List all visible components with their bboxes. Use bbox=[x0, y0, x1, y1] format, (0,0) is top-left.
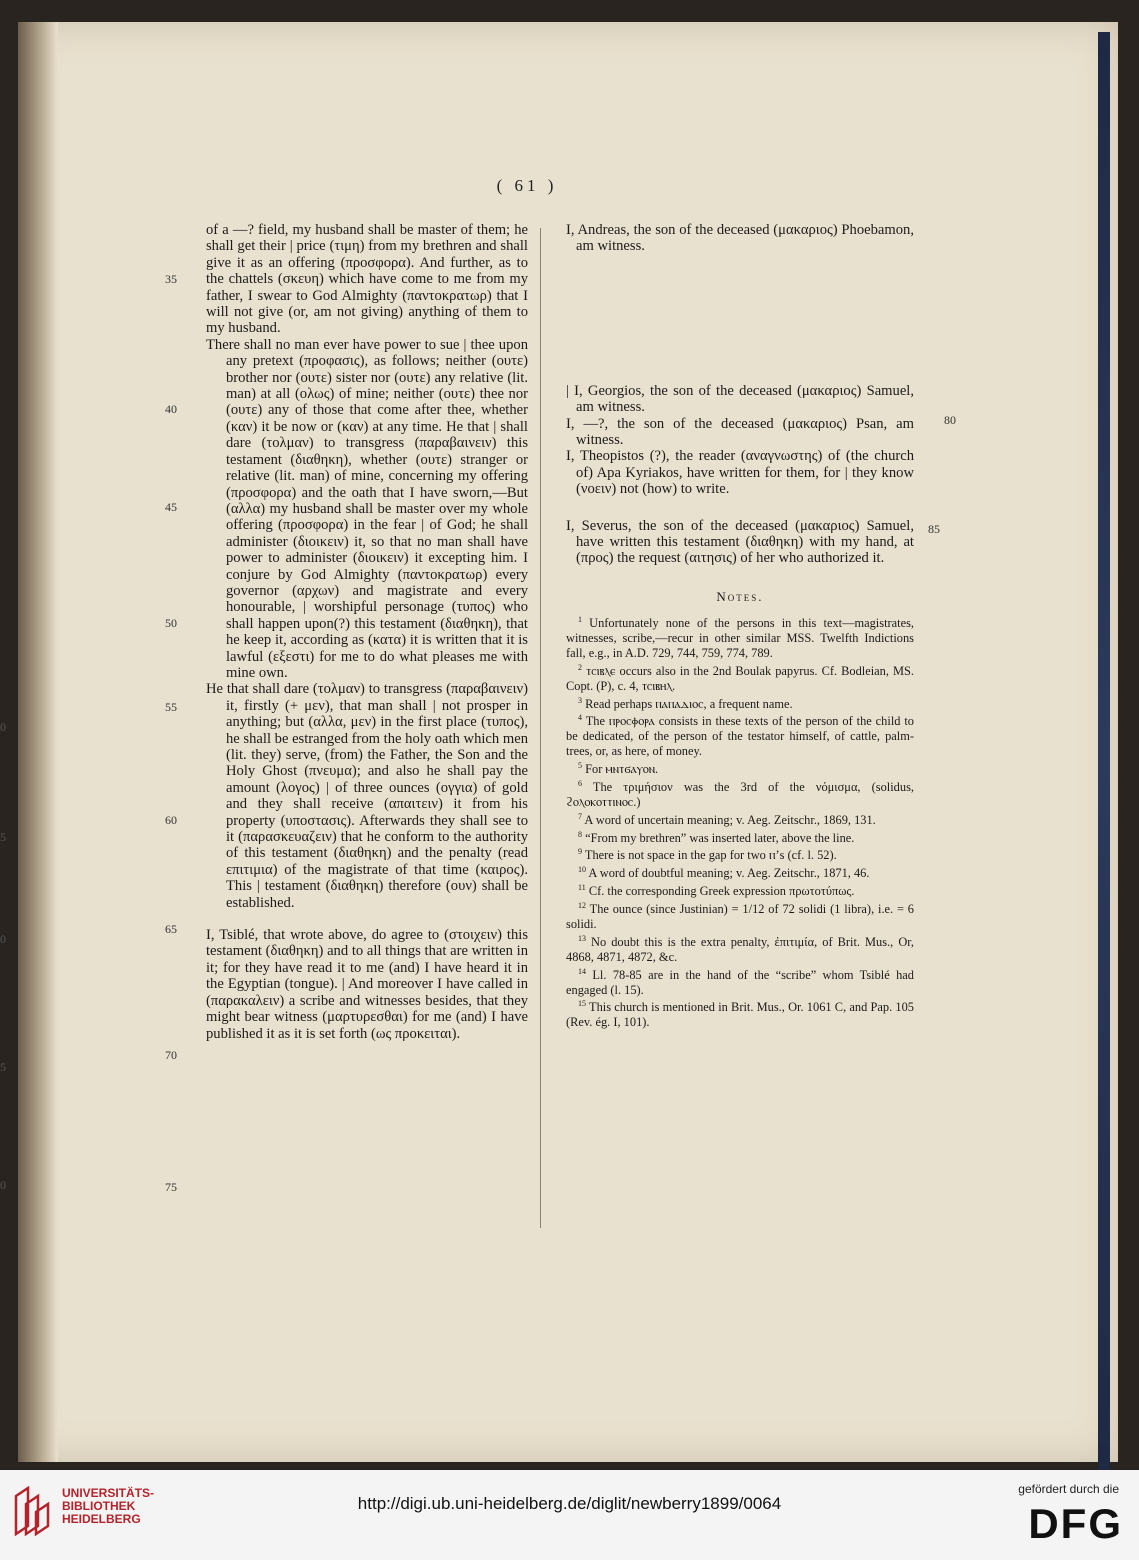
note-12: $^{12}$ The ounce (since Justinian) = 1/12 of 72 solidi (1 libra), i.e. = 6 solidi. bbox=[566, 901, 915, 932]
line-number: 75 bbox=[165, 1180, 177, 1194]
margin-number: 5 bbox=[0, 1060, 6, 1074]
left-column bbox=[206, 222, 528, 1042]
paragraph-transgress: He that shall dare (τολμαν) to transgress (παραβαινειν) it, firstly (+ μεν), that man shall | not prosper in anything; but (αλλα, μεν) in the first place (τυπος), he shall be estranged from the holy oath which men (lit. they) serve, (from) the Father, the Son and the Holy Ghost (πνευμα); and also he shall pay the amount (λογος) | of three ounces (ογγια) of gold and they shall receive (απαιτειν) it from his property (υποστασις). Afterwards they shall see to it (παρασκευαζειν) that he conform to the authority of this testament (διαθηκη) and the penalty (read επιτιμια) of the magistrate of that time (καιρος). This | testament (διαθηκη) therefore (ουν) shall be established. bbox=[206, 681, 528, 911]
note-11: $^{11}$ Cf. the corresponding Greek expression πρωτοτύπως. bbox=[578, 883, 855, 899]
dfg-logo: DFG bbox=[1028, 1500, 1123, 1547]
paragraph-tsible: I, Tsiblé, that wrote above, do agree to (στοιχειν) this testament (διαθηκη) and to all things that are written in it; for they have read it to me (and) I have heard it in the Egyptian (tongue). | And moreover I have called in (παρακαλειν) a scribe and witnesses besides, that they might bear witness (μαρτυρεσθαι) for me (and) I have published it as it is set forth (ως προκειται). bbox=[206, 927, 528, 1042]
book-spine bbox=[18, 22, 58, 1462]
notes-heading: Notes. bbox=[716, 588, 764, 604]
right-column bbox=[566, 222, 914, 1030]
note-2: $^2$ ⲧⲥⲓⲃⲗⲉ occurs also in the 2nd Boulak papyrus. Cf. Bodleian, MS. Copt. (P), c. 4, ⲧⲥⲓⲃⲏⲗ. bbox=[566, 662, 914, 693]
notes-list bbox=[566, 613, 914, 1030]
margin-number: 0 bbox=[0, 1178, 6, 1192]
note-10: $^{10}$ A word of doubtful meaning; v. Aeg. Zeitschr., 1871, 46. bbox=[578, 865, 870, 881]
witness-andreas: I, Andreas, the son of the deceased (μακαριος) Phoebamon, am witness. bbox=[566, 222, 914, 255]
paragraph-offering: of a —? field, my husband shall be master of them; he shall get their | price (τιμη) from my brethren and shall give it as an offering (προσφορα). And further, as to the chattels (σκευη) which have come to me from my father, I swear to God Almighty (παντοκρατωρ) that I will not give (or, am not giving) anything of them to my husband. bbox=[206, 222, 528, 337]
note-9: $^9$ There is not space in the gap for two ⲡ’s (cf. l. 52). bbox=[578, 847, 837, 863]
margin-number: 5 bbox=[0, 830, 6, 844]
line-number: 65 bbox=[165, 922, 177, 936]
note-1: $^1$ Unfortunately none of the persons in this text—magistrates, witnesses, scribe,—recur in other similar MSS. Twelfth Indictions fall, e.g., in A.D. 729, 744, 759, 774, 789. bbox=[566, 615, 914, 660]
line-number: 50 bbox=[165, 616, 177, 630]
line-number: 35 bbox=[165, 272, 177, 286]
viewer-footer bbox=[0, 1470, 1139, 1560]
line-number: 40 bbox=[165, 402, 177, 416]
witness-unknown: I, —?, the son of the deceased (μακαριος) Psan, am witness. bbox=[566, 415, 914, 449]
line-number: 45 bbox=[165, 500, 177, 514]
note-6: $^6$ The τριμήσιον was the 3rd of the νόμισμα, (solidus, ϩⲟⲗⲟⲕⲟⲧⲧⲓⲛⲟⲥ.) bbox=[566, 778, 914, 809]
note-8: $^8$ “From my brethren” was inserted later, above the line. bbox=[578, 829, 855, 845]
note-14: $^{14}$ Ll. 78-85 are in the hand of the “scribe” whom Tsiblé had engaged (l. 15). bbox=[566, 966, 914, 997]
library-name: UNIVERSITÄTS- BIBLIOTHEK HEIDELBERG bbox=[62, 1486, 155, 1526]
page-number: ( 61 ) bbox=[496, 176, 558, 195]
line-number: 80 bbox=[944, 413, 956, 427]
permalink-url[interactable]: http://digi.ub.uni-heidelberg.de/diglit/newberry1899/0064 bbox=[357, 1494, 782, 1513]
witness-theopistos: I, Theopistos (?), the reader (αναγνωστης) of (the church of) Apa Kyriakos, have written for them, for | they know (νοειν) not (how) to write. bbox=[566, 448, 914, 498]
line-number: 60 bbox=[165, 813, 177, 827]
funding-note: gefördert durch die bbox=[1018, 1482, 1119, 1496]
margin-number: 0 bbox=[0, 720, 6, 734]
note-3: $^3$ Read perhaps ⲡⲁⲡⲁⲇⲓⲟⲥ, a frequent name. bbox=[578, 695, 793, 711]
paragraph-power-to-sue: There shall no man ever have power to sue | thee upon any pretext (προφασις), as follows; neither (ουτε) brother nor (ουτε) sister nor (ουτε) any relative (lit. man) at all (ολως) of mine; neither (ουτε) thee nor (ουτε) any of those that come after thee, whether (καν) it be now or (καν) at any time. He that | shall dare (τολμαν) to transgress (παραβαινειν) this testament (διαθηκη), whether (ουτε) stranger or relative (lit. man) of mine, concerning my offering (προσφορα) and the oath that I have sworn,—But (αλλα) my husband shall be master over my whole offering (προσφορα) in the fear | of God; he shall administer (διοικειν) it, so that no man shall have power to administer (διοικειν) it excepting him. I conjure by God Almighty (παντοκρατωρ) every governor (αρχων) and magistrate and every honourable, | worshipful personage (τυπος) who shall happen upon(?) this testament (διαθηκη), that he keep it, according as (κατα) it is written that it is lawful (εξεστι) for me to do what pleases me with mine own. bbox=[206, 336, 528, 681]
note-13: $^{13}$ No doubt this is the extra penalty, ἐπιτιμία, of Brit. Mus., Or, 4868, 4871, 4872, &c. bbox=[566, 933, 914, 964]
bookmark-ribbon bbox=[1098, 32, 1110, 1470]
note-7: $^7$ A word of uncertain meaning; v. Aeg. Zeitschr., 1869, 131. bbox=[578, 811, 876, 827]
line-number: 85 bbox=[928, 522, 940, 536]
note-5: $^5$ For ⲙⲛⲧϭⲁⲩⲟⲛ. bbox=[578, 760, 659, 777]
line-number: 55 bbox=[165, 700, 177, 714]
witness-severus: I, Severus, the son of the deceased (μακαριος) Samuel, have written this testament (διαθηκη) with my hand, at (προς) the request (αιτησις) of her who authorized it. bbox=[566, 517, 914, 567]
note-4: $^4$ The ⲡⲣⲟⲥⲫⲟⲣⲁ consists in these texts of the person of the child to be dedicated, of the person of the testator himself, of cattle, palm-trees, or, as here, of money. bbox=[566, 713, 915, 759]
column-divider bbox=[540, 228, 541, 1228]
note-15: $^{15}$ This church is mentioned in Brit. Mus., Or. 1061 C, and Pap. 105 (Rev. ég. I, 101). bbox=[566, 999, 914, 1030]
witness-georgios: | I, Georgios, the son of the deceased (μακαριος) Samuel, am witness. bbox=[566, 382, 914, 416]
margin-number: 0 bbox=[0, 932, 6, 946]
line-number: 70 bbox=[165, 1048, 177, 1062]
